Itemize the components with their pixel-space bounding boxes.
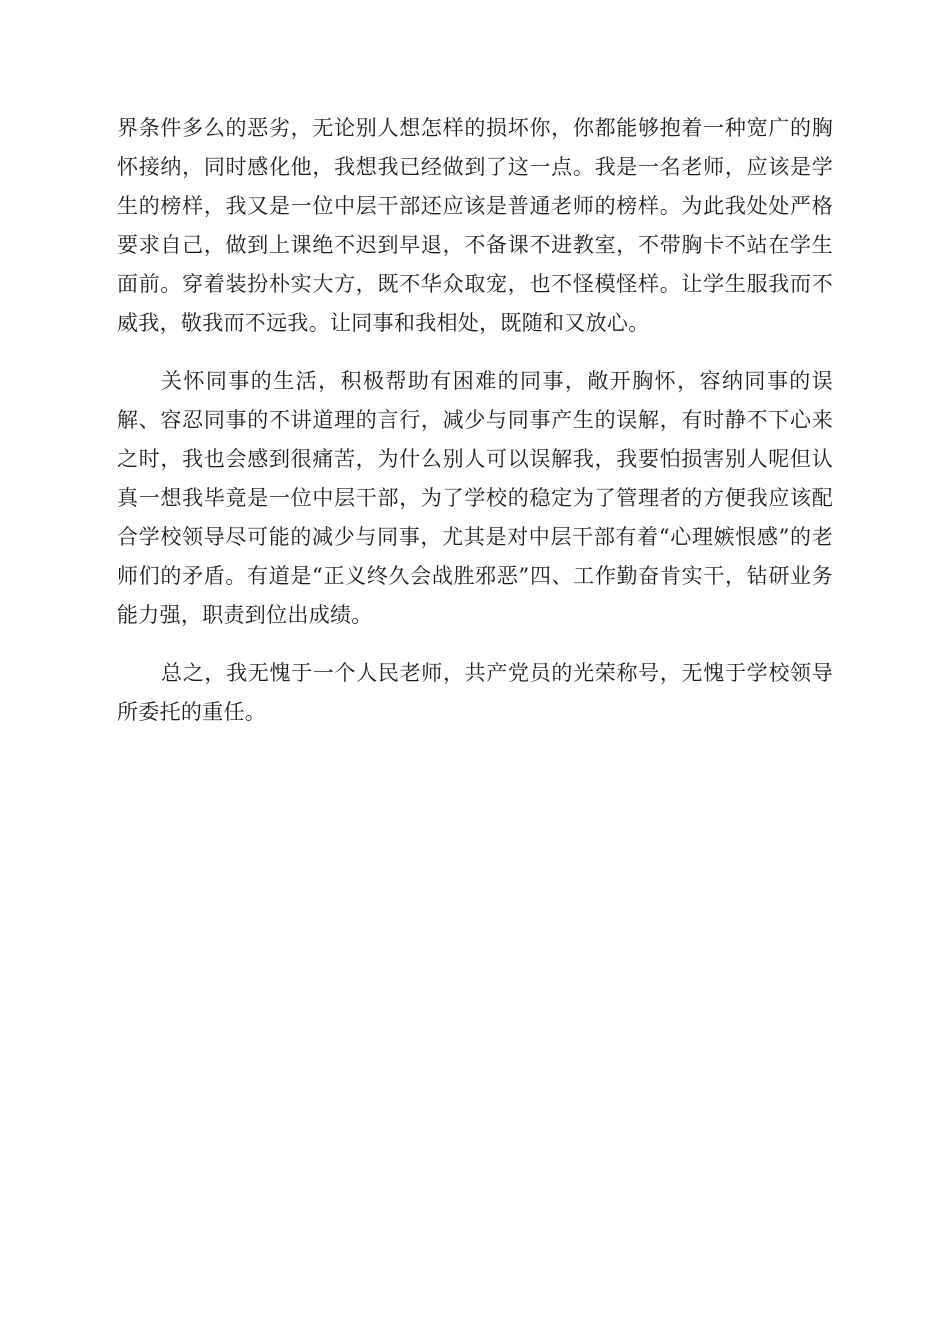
paragraph-2: 关怀同事的生活，积极帮助有困难的同事，敞开胸怀，容纳同事的误解、容忍同事的不讲道理的言行，减少与同事产生的误解，有时静不下心来之时，我也会感到很痛苦，为什么别人可以误解我，我要怕损害别人呢但认真一想我毕竟是一位中层干部，为了学校的稳定为了管理者的方便我应该配合学校领导尽可能的减少与同事，尤其是对中层干部有着“心理嫉恨感”的老师们的矛盾。有道是“正义终久会战胜邪恶”四、工作勤奋肯实干，钻研业务能力强，职责到位出成绩。	[117, 369, 833, 627]
paragraph-3: 总之，我无愧于一个人民老师，共产党员的光荣称号，无愧于学校领导所委托的重任。	[117, 661, 833, 724]
paragraph-1: 界条件多么的恶劣，无论别人想怎样的损坏你，你都能够抱着一种宽广的胸怀接纳，同时感化他，我想我已经做到了这一点。我是一名老师，应该是学生的榜样，我又是一位中层干部还应该是普通老师的榜样。为此我处处严格要求自己，做到上课绝不迟到早退，不备课不进教室，不带胸卡不站在学生面前。穿着装扮朴实大方，既不华众取宠，也不怪模怪样。让学生服我而不威我，敬我而不远我。让同事和我相处，既随和又放心。	[117, 116, 833, 335]
document-body	[117, 109, 833, 751]
